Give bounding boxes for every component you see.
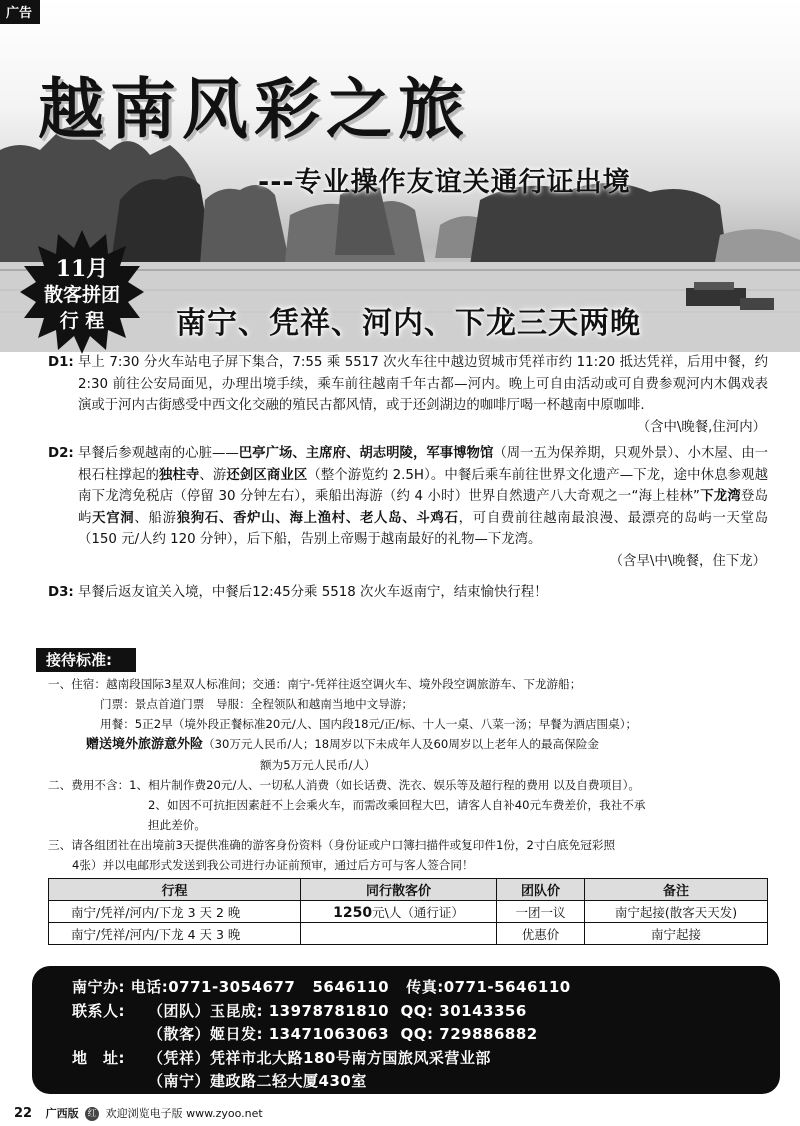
day-2 — [48, 443, 768, 572]
std-line: 二、费用不含：1、相片制作费20元/人、一切私人消费（如长话费、洗衣、娱乐等及超行程的费用 以及自费项目）。 — [48, 778, 641, 792]
std-line: 门票：景点首道门票 导服：全程领队和越南当地中文导游； — [100, 697, 414, 711]
qq-label: QQ: — [400, 1001, 434, 1020]
day-text: 早餐后返友谊关入境，中餐后12:45分乘 5518 次火车返南宁，结束愉快行程！ — [78, 585, 548, 600]
std-line: 一、住宿：越南段国际3星双人标准间；交通：南宁-凭祥往返空调火车、境外段空调旅游车、下龙游船； — [48, 677, 582, 691]
phone-label: 电话: — [130, 978, 169, 996]
address-pingxiang: 凭祥市北大路180号南方国旅风采营业部 — [210, 1048, 491, 1067]
std-line: 额为5万元人民币/人） — [260, 758, 376, 772]
col-note: 备注 — [585, 879, 768, 901]
contact-individual-line — [72, 1023, 780, 1047]
day-text: 早上 7:30 分火车站电子屏下集合，7:55 乘 5517 次火车往中越边贸城市凭祥市约 11:20 抵达凭祥，后用中餐，约 2:30 前往公安局面见，办理出境手续，乘车前往越南千年古都—河内。晚上可自由活动或可自费参观河内木偶戏表演或于河内古街感受中西文化交融的殖民古都风情，或于还剑湖边的咖啡厅喝一杯越南中原咖啡. — [78, 355, 768, 413]
price-unit: 元\人（通行证） — [372, 904, 464, 920]
highlight-sights: 独柱寺 — [158, 467, 200, 483]
day-text-part: 登岛屿 — [78, 489, 769, 526]
price-value: 1250 — [333, 904, 373, 921]
cell-note: 南宁起接(散客天天发) — [585, 901, 768, 923]
footer-brand: 广西版 — [45, 1107, 79, 1120]
table-header-row — [49, 879, 768, 901]
individual-tag: （散客） — [148, 1025, 211, 1043]
highlight-sights: 下龙湾 — [700, 489, 742, 504]
address-label: 地 址: — [72, 1048, 125, 1067]
day-3 — [48, 582, 768, 604]
day-text-part: （整个游览约 2.5H）。中餐后乘车前往世界文化遗产—下龙，途中休息参观越南下龙湾免税店（停留 30 分钟左右），乘船出海游（约 4 小时）世界自然遗产八大奇观之一“海上桂林” — [78, 467, 769, 504]
page-footer — [14, 1105, 794, 1121]
group-mobile[interactable]: 13978781810 — [268, 1001, 390, 1020]
ad-label: 广告 — [0, 0, 40, 24]
office-label: 南宁办: — [72, 978, 125, 996]
page-subtitle: ---专业操作友谊关通行证出境 — [258, 167, 631, 198]
col-group: 团队价 — [497, 879, 585, 901]
std-line: 4张）并以电邮形式发送到我公司进行办证前预审，通过后方可与客人签合同！ — [72, 858, 474, 872]
address-tag: （凭祥） — [148, 1048, 211, 1067]
day-label: D2: — [48, 446, 74, 461]
tour-badge — [18, 228, 146, 356]
day-1 — [48, 352, 768, 438]
day-text-part: （周一五为保养期，只观外景）、小木屋、由一根石柱撑起的 — [78, 446, 768, 483]
phone-number[interactable]: 5646110 — [312, 978, 390, 996]
day-text-part: 、船游 — [134, 510, 177, 526]
day-label: D1: — [48, 355, 74, 370]
std-line — [48, 734, 774, 755]
individual-mobile[interactable]: 13471063063 — [268, 1025, 390, 1043]
cell-note: 南宁起接 — [585, 923, 768, 945]
day-text-part: 、游 — [199, 467, 227, 483]
fax-number: 0771-5646110 — [443, 978, 571, 996]
cell-group: 一团一议 — [497, 901, 585, 923]
contact-label: 联系人: — [72, 1001, 125, 1020]
itinerary — [48, 352, 768, 609]
insurance-gift: 赠送境外旅游意外险 — [86, 737, 204, 752]
highlight-sights: 天宫洞 — [92, 510, 135, 526]
group-tag: （团队） — [148, 1001, 211, 1020]
day-meal: （含早\中\晚餐，住下龙） — [609, 553, 766, 569]
price-table — [48, 878, 768, 945]
day-meal: （含中\晚餐,住河内） — [636, 419, 766, 435]
page-title: 越南风彩之旅 — [38, 70, 470, 148]
std-line: 担此差价。 — [148, 818, 206, 832]
address-nanning: 建政路二轻大厦430室 — [210, 1072, 367, 1090]
badge-line1: 散客拼团 — [43, 284, 120, 306]
day-label: D3: — [48, 585, 74, 600]
badge-line2: 行 程 — [59, 310, 105, 332]
day-text-part: 早餐后参观越南的心脏—— — [78, 446, 239, 461]
group-qq[interactable]: 30143356 — [439, 1001, 527, 1020]
day-text-part: ，可自费前往越南最浪漫、最漂亮的岛屿一天堂岛（150 元/人约 120 分钟），后下船，告别上帝赐于越南最好的礼物—下龙湾。 — [78, 510, 769, 547]
address-tag: （南宁） — [148, 1072, 211, 1090]
contact-office-line — [72, 976, 780, 1000]
col-price: 同行散客价 — [301, 879, 497, 901]
contact-box — [32, 966, 780, 1094]
cell-price — [301, 901, 497, 923]
service-standards — [48, 674, 774, 875]
table-row — [49, 901, 768, 923]
cell-price — [301, 923, 497, 945]
footer-text[interactable]: 欢迎浏览电子版 www.zyoo.net — [105, 1107, 263, 1120]
highlight-sights: 狼狗石、香炉山、海上渔村、老人岛、斗鸡石 — [176, 510, 459, 526]
qq-label: QQ: — [400, 1025, 434, 1043]
page-number: 22 — [14, 1106, 33, 1121]
standards-header: 接待标准: — [36, 648, 136, 672]
fax-label: 传真: — [406, 978, 444, 996]
contact-address-line — [72, 1070, 780, 1094]
std-text: （30万元人民币/人；18周岁以下未成年人及60周岁以上老年人的最高保险金 — [203, 737, 599, 751]
badge-month: 11月 — [55, 256, 109, 282]
std-line: 用餐：5正2早（境外段正餐标准20元/人、国内段18元/正/标、十人一桌、八菜一汤；早餐为酒店围桌）； — [100, 717, 638, 731]
phone-number[interactable]: 0771-3054677 — [168, 978, 296, 996]
highlight-sights: 还剑区商业区 — [226, 467, 308, 483]
group-contact-name: 玉昆成: — [210, 1001, 264, 1020]
std-line: 三、请各组团社在出境前3天提供准确的游客身份资料（身份证或户口簿扫描件或复印件1份，2寸白底免冠彩照 — [48, 838, 616, 852]
contact-group-line — [72, 1000, 780, 1024]
brand-logo-icon: 红 — [85, 1107, 99, 1121]
individual-contact-name: 姬日发: — [210, 1025, 264, 1043]
individual-qq[interactable]: 729886882 — [439, 1025, 538, 1043]
cell-group: 优惠价 — [497, 923, 585, 945]
col-route: 行程 — [49, 879, 301, 901]
contact-address-line — [72, 1047, 780, 1071]
table-row — [49, 923, 768, 945]
std-line: 2、如因不可抗拒因素赶不上会乘火车，而需改乘回程大巴，请客人自补40元车费差价，我社不承 — [148, 798, 646, 812]
cell-route: 南宁/凭祥/河内/下龙 3 天 2 晚 — [49, 901, 301, 923]
cell-route: 南宁/凭祥/河内/下龙 4 天 3 晚 — [49, 923, 301, 945]
route-heading: 南宁、凭祥、河内、下龙三天两晚 — [176, 306, 641, 341]
day-text — [78, 443, 768, 551]
highlight-sights: 巴亭广场、主席府、胡志明陵，军事博物馆 — [238, 446, 494, 461]
